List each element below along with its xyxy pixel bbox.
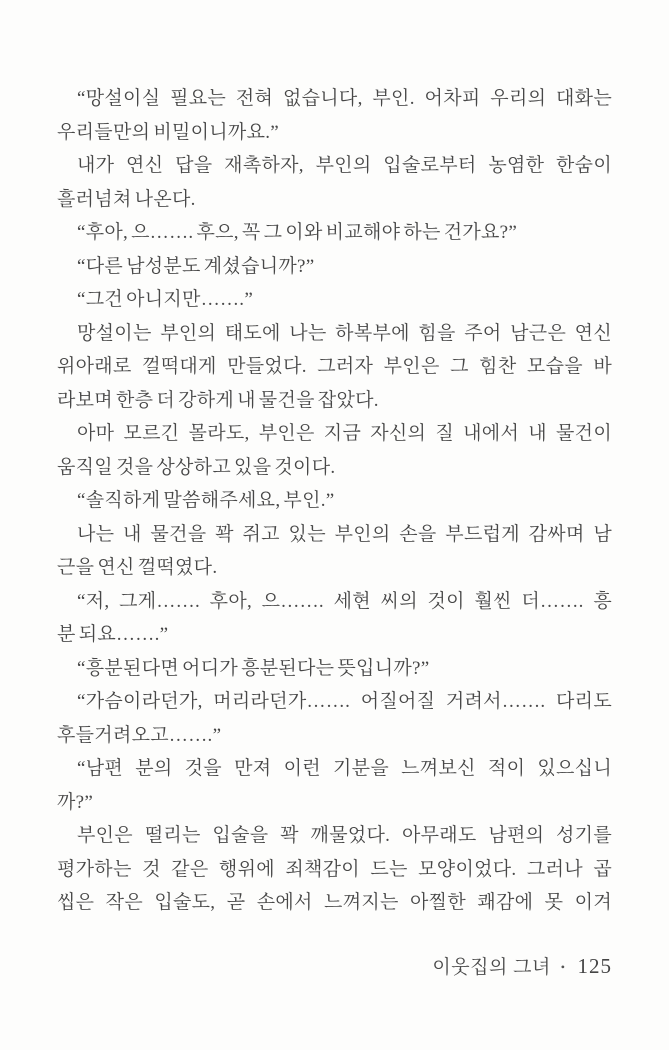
page-number: 125	[577, 954, 612, 978]
paragraph	[57, 250, 612, 284]
text-line: 분 되요…….”	[57, 624, 169, 645]
paragraph	[57, 685, 612, 752]
paragraph	[57, 752, 612, 819]
text-line: 씹은 작은 입술도, 곧 손에서 느껴지는 아찔한 쾌감에 못 이겨	[57, 892, 612, 913]
text-line: “다른 남성분도 계셨습니까?”	[77, 255, 315, 277]
text-line: 후들거려오고…….”	[57, 724, 222, 746]
text-line: 아마 모르긴 몰라도, 부인은 지금 자신의 질 내에서 내 물건이	[77, 423, 612, 444]
paragraph	[57, 283, 612, 317]
text-line: “남편 분의 것을 만져 이런 기분을 느껴보신 적이 있으십니	[77, 758, 612, 779]
text-line: 우리들만의 비밀이니까요.”	[57, 121, 280, 143]
text-line: 내가 연신 답을 재촉하자, 부인의 입술로부터 농염한 한숨이	[77, 155, 612, 176]
text-line: 흘러넘쳐 나온다.	[57, 188, 196, 210]
text-line: “저, 그게……. 후아, 으……. 세현 씨의 것이 훨씬 더……. 흥	[77, 590, 612, 612]
text-line: 근을 연신 껄떡였다.	[57, 557, 218, 578]
text-line: 위아래로 껄떡대게 만들었다. 그러자 부인은 그 힘찬 모습을 바	[57, 356, 612, 377]
footer-book-title: 이웃집의 그녀	[432, 957, 551, 978]
text-line: “흥분된다면 어디가 흥분된다는 뜻입니까?”	[77, 657, 430, 679]
paragraph	[57, 652, 612, 686]
paragraph	[57, 484, 612, 518]
paragraph	[57, 216, 612, 250]
text-line: 라보며 한층 더 강하게 내 물건을 잡았다.	[57, 389, 379, 411]
text-line: 까?”	[57, 791, 94, 813]
text-line: 평가하는 것 같은 행위에 죄책감이 드는 모양이었다. 그러나 곱	[57, 858, 612, 880]
text-line: “가슴이라던가, 머리라던가……. 어질어질 거려서……. 다리도	[77, 691, 612, 712]
paragraph	[57, 819, 612, 920]
paragraph	[57, 82, 612, 149]
text-line: “솔직하게 말씀해주세요, 부인.”	[77, 490, 335, 511]
paragraph	[57, 317, 612, 418]
text-line: 나는 내 물건을 꽉 쥐고 있는 부인의 손을 부드럽게 감싸며 남	[77, 523, 612, 545]
bullet-separator-icon: •	[560, 960, 566, 974]
text-line: “그건 아니지만…….”	[77, 289, 254, 310]
text-line: 움직일 것을 상상하고 있을 것이다.	[57, 456, 336, 478]
paragraph	[57, 585, 612, 652]
text-line: 망설이는 부인의 태도에 나는 하복부에 힘을 주어 남근은 연신	[77, 322, 612, 344]
paragraph	[57, 149, 612, 216]
text-line: “망설이실 필요는 전혀 없습니다, 부인. 어차피 우리의 대화는	[77, 88, 612, 109]
paragraph	[57, 417, 612, 484]
paragraph	[57, 518, 612, 585]
text-line: 부인은 떨리는 입술을 꽉 깨물었다. 아무래도 남편의 성기를	[77, 825, 612, 846]
text-line: “후아, 으……. 후으, 꼭 그 이와 비교해야 하는 건가요?”	[77, 222, 518, 243]
page-body-text	[57, 82, 612, 920]
page-footer	[432, 952, 612, 979]
